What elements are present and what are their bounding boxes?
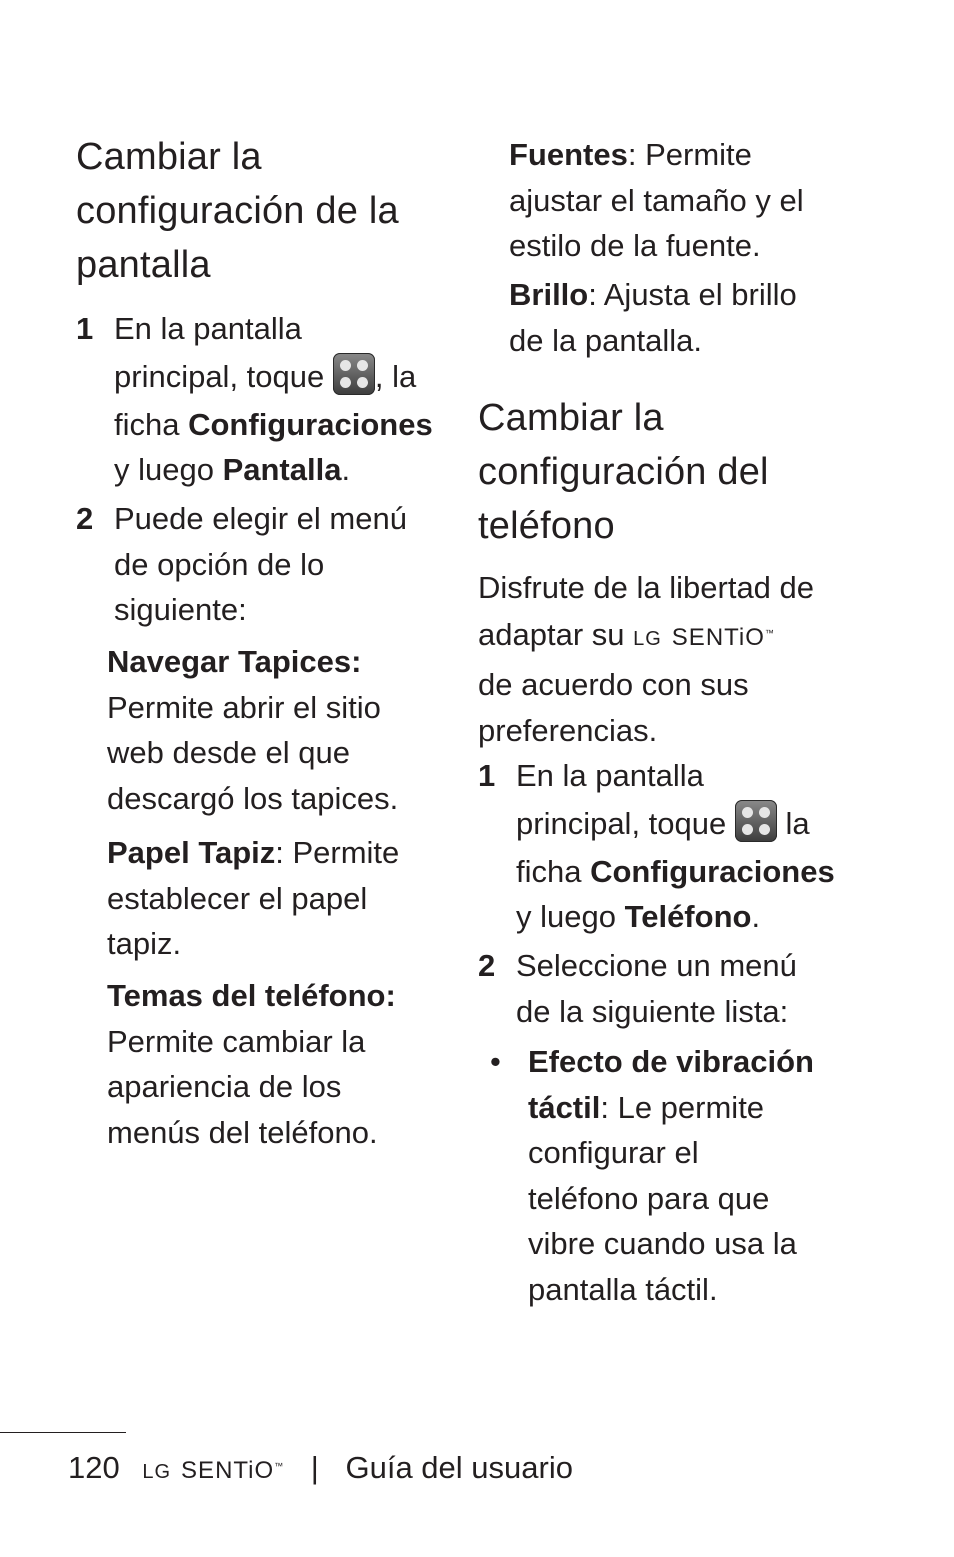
section-title-pantalla: Cambiar la configuración de la pantalla: [76, 136, 399, 286]
step-number: 2: [76, 501, 94, 536]
footer-separator: |: [310, 1450, 319, 1485]
footer-rule: [0, 1432, 126, 1433]
step-1: 1 En la pantalla principal, toque , la ficha Configuraciones y luego Pantalla.: [76, 306, 514, 493]
option-papel-tapiz: Papel Tapiz: Permite establecer el papel tapiz.: [107, 835, 400, 961]
option-navegar-tapices: Navegar Tapices: Permite abrir el sitio web desde el que descargó los tapices.: [107, 644, 399, 816]
page-footer: [68, 1444, 573, 1494]
apps-grid-icon: [735, 800, 777, 842]
step-2: 2 Seleccione un menú de la siguiente lista:: [478, 943, 916, 1034]
lg-sentio-logo: LG SENTiO™: [633, 623, 775, 651]
apps-grid-icon: [333, 353, 375, 395]
option-brillo: Brillo: Ajusta el brillo de la pantalla.: [509, 277, 797, 358]
section-title-telefono: Cambiar la configuración del teléfono: [478, 397, 769, 547]
guide-title: Guía del usuario: [345, 1450, 573, 1485]
page-number: 120: [68, 1450, 120, 1485]
intro-paragraph: Disfrute de la libertad de adaptar su LG SENTiO™ de acuerdo con sus preferencias.: [478, 570, 815, 748]
step-1: 1 En la pantalla principal, toque la ficha Configuraciones y luego Teléfono.: [478, 753, 916, 940]
bullet-dot: •: [490, 1044, 501, 1079]
lg-sentio-logo: LG SENTiO™: [142, 1457, 285, 1484]
step-number: 2: [478, 948, 496, 983]
bullet-efecto-vibracion: • Efecto de vibración táctil: Le permite configurar el teléfono para que vibre cuando usa la pantalla táctil.: [478, 1039, 908, 1312]
step-number: 1: [478, 758, 496, 793]
option-temas-del-telefono: Temas del teléfono: Permite cambiar la apariencia de los menús del teléfono.: [107, 978, 396, 1150]
step-number: 1: [76, 311, 94, 346]
step-2: 2 Puede elegir el menú de opción de lo siguiente:: [76, 496, 514, 633]
option-fuentes: Fuentes: Permite ajustar el tamaño y el estilo de la fuente.: [509, 137, 804, 263]
